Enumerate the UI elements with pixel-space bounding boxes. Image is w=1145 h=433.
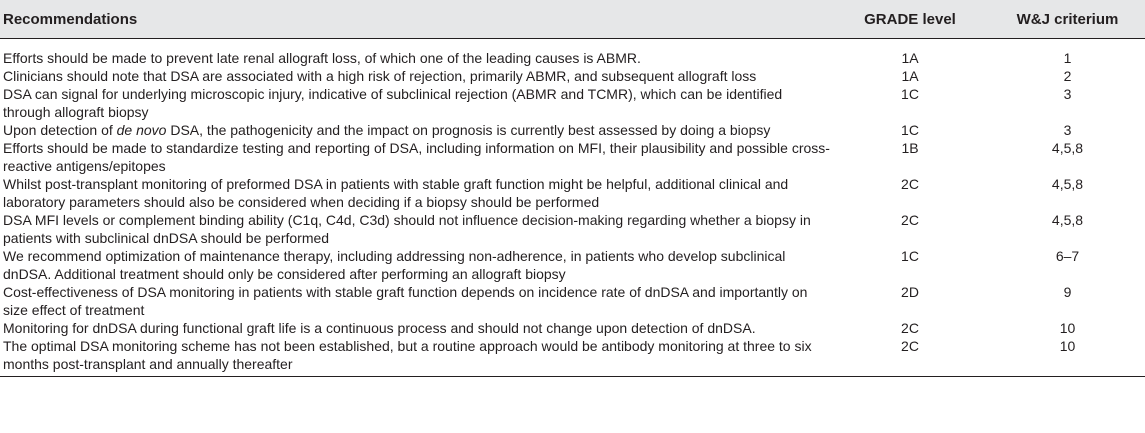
recommendation-text: Monitoring for dnDSA during functional graft life is a continuous process and should not change upon detection of dnDSA. xyxy=(3,320,756,336)
grade-level: 2C xyxy=(901,176,919,192)
table-body xyxy=(0,39,1145,377)
table-row xyxy=(0,67,1145,85)
recommendation-text: Whilst post-transplant monitoring of preformed DSA in patients with stable graft function might be helpful, additional clinical and laboratory parameters should also be considered when deciding if a biopsy should be performed xyxy=(3,176,789,210)
grade-level: 1A xyxy=(901,50,919,66)
grade-level: 1C xyxy=(901,122,919,138)
header-wj-criterium: W&J criterium xyxy=(990,0,1145,39)
grade-level: 2C xyxy=(901,212,919,228)
table-row xyxy=(0,39,1145,68)
wj-criterium: 4,5,8 xyxy=(1051,140,1084,156)
wj-criterium: 3 xyxy=(1063,122,1072,138)
table-row xyxy=(0,175,1145,211)
recommendation-text: DSA MFI levels or complement binding ability (C1q, C4d, C3d) should not influence decision-making regarding whether a biopsy in patients with subclinical dnDSA should be performed xyxy=(3,212,811,246)
recommendation-text: Efforts should be made to prevent late renal allograft loss, of which one of the leading causes is ABMR. xyxy=(3,50,641,66)
table-row xyxy=(0,283,1145,319)
wj-criterium: 10 xyxy=(1059,320,1076,336)
header-recommendations: Recommendations xyxy=(0,0,830,39)
wj-criterium: 10 xyxy=(990,337,1145,377)
table-row xyxy=(0,319,1145,337)
grade-level: 1C xyxy=(901,86,919,102)
table-row xyxy=(0,139,1145,175)
recommendation-text: The optimal DSA monitoring scheme has not been established, but a routine approach would be antibody monitoring at three to six months post-transplant and annually thereafter xyxy=(0,337,830,377)
table-row xyxy=(0,211,1145,247)
table-row xyxy=(0,247,1145,283)
recommendation-text: Cost-effectiveness of DSA monitoring in patients with stable graft function depends on incidence rate of dnDSA and importantly on size effect of treatment xyxy=(3,284,808,318)
wj-criterium: 3 xyxy=(1063,86,1072,102)
recommendation-text: We recommend optimization of maintenance therapy, including addressing non-adherence, in patients who develop subclinical dnDSA. Additional treatment should only be considered after performing an allograft biopsy xyxy=(3,248,786,282)
wj-criterium: 6–7 xyxy=(1055,248,1080,264)
recommendation-text: Clinicians should note that DSA are associated with a high risk of rejection, primarily ABMR, and subsequent allograft loss xyxy=(3,68,757,84)
wj-criterium: 1 xyxy=(1063,50,1072,66)
grade-level: 2C xyxy=(830,337,990,377)
grade-level: 1B xyxy=(901,140,919,156)
table-row xyxy=(0,337,1145,377)
text-before: Upon detection of xyxy=(3,122,117,138)
header-grade-level: GRADE level xyxy=(830,0,990,39)
wj-criterium: 4,5,8 xyxy=(1051,176,1084,192)
grade-level: 1A xyxy=(901,68,919,84)
recommendation-text: Efforts should be made to standardize testing and reporting of DSA, including information on MFI, their plausibility and possible cross-reactive antigens/epitopes xyxy=(3,140,830,174)
header-row xyxy=(0,0,1145,39)
grade-level: 2C xyxy=(901,320,919,336)
text-italic: de novo xyxy=(116,122,167,138)
table-row xyxy=(0,121,1145,139)
wj-criterium: 9 xyxy=(1063,284,1072,300)
wj-criterium: 4,5,8 xyxy=(1051,212,1084,228)
text-after: DSA, the pathogenicity and the impact on prognosis is currently best assessed by doing a biopsy xyxy=(166,122,771,138)
grade-level: 1C xyxy=(901,248,919,264)
recommendation-text xyxy=(0,121,830,139)
wj-criterium: 2 xyxy=(1063,68,1072,84)
table-row xyxy=(0,85,1145,121)
grade-level: 2D xyxy=(901,284,919,300)
table-header xyxy=(0,0,1145,39)
recommendation-text: DSA can signal for underlying microscopic injury, indicative of subclinical rejection (ABMR and TCMR), which can be identified through allograft biopsy xyxy=(3,86,783,120)
